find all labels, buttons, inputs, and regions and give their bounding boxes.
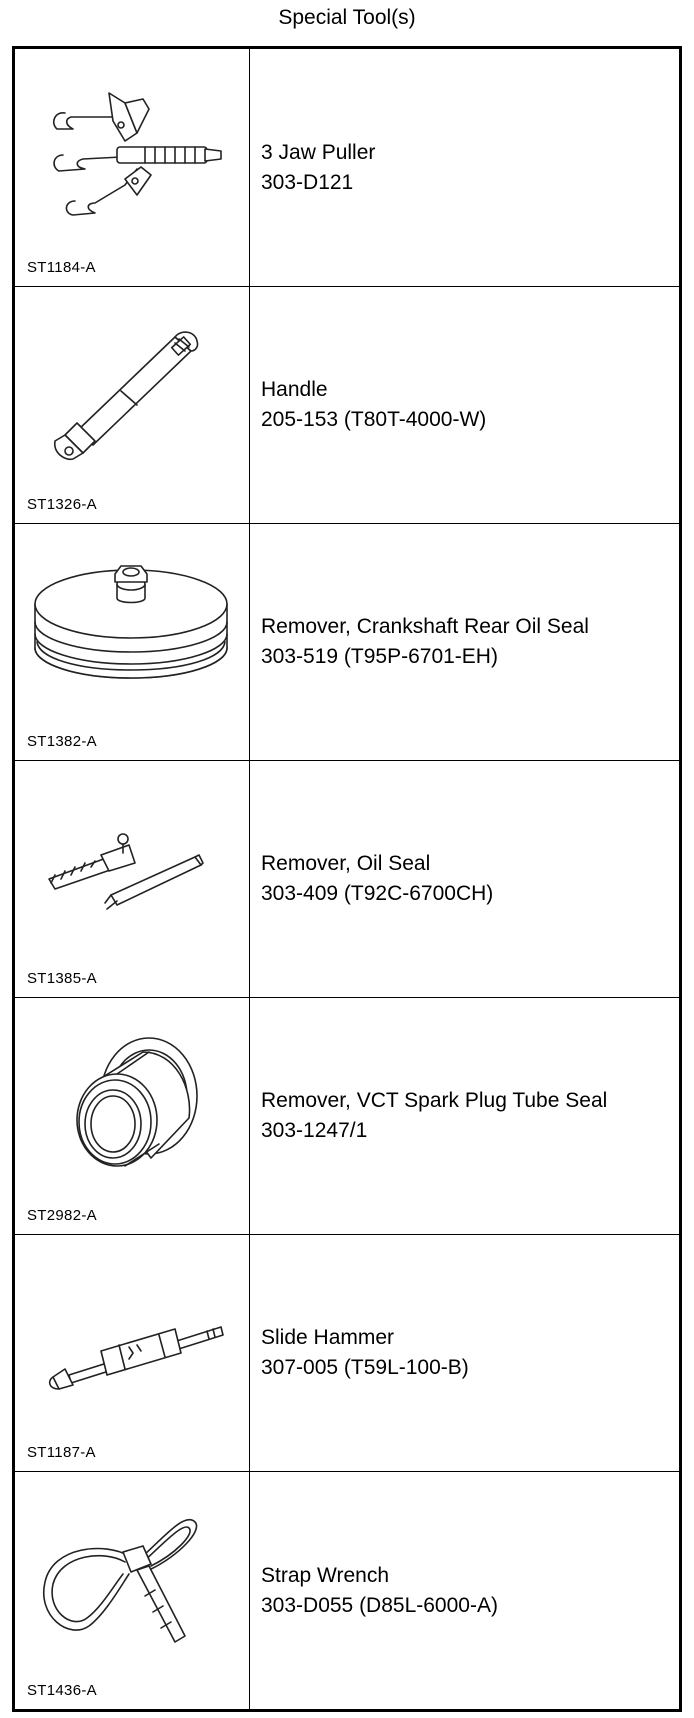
tool-row <box>15 1234 679 1471</box>
tool-row <box>15 760 679 997</box>
tool-name: Remover, Crankshaft Rear Oil Seal <box>261 615 589 638</box>
tool-number: 303-519 (T95P-6701-EH) <box>261 645 498 668</box>
tool-name: Strap Wrench <box>261 1563 389 1587</box>
seal-remover-icon <box>25 538 240 723</box>
tool-code: ST1385-A <box>27 970 97 987</box>
tool-description <box>261 1472 498 1709</box>
tool-code: ST2982-A <box>27 1207 97 1224</box>
tool-number: 303-1247/1 <box>261 1119 368 1142</box>
tool-row <box>15 49 679 286</box>
oil-seal-remover-icon <box>25 775 240 960</box>
tool-illustration-cell <box>15 49 250 286</box>
tool-illustration-cell <box>15 287 250 523</box>
tool-code: ST1382-A <box>27 733 97 750</box>
tool-number: 303-D055 (D85L-6000-A) <box>261 1593 498 1617</box>
jaw-puller-icon <box>25 63 240 248</box>
strap-wrench-icon <box>25 1486 240 1671</box>
tool-code: ST1184-A <box>27 259 96 276</box>
tool-name: Remover, Oil Seal <box>261 852 431 875</box>
tool-description <box>261 49 375 286</box>
tool-row <box>15 997 679 1234</box>
tool-row <box>15 523 679 760</box>
tool-illustration-cell <box>15 524 250 760</box>
tool-code: ST1436-A <box>27 1682 97 1699</box>
tool-description <box>261 761 493 997</box>
tool-illustration-cell <box>15 1472 250 1709</box>
tool-code: ST1326-A <box>27 496 97 513</box>
tool-name: Slide Hammer <box>261 1326 395 1349</box>
tool-name: Remover, VCT Spark Plug Tube Seal <box>261 1089 608 1112</box>
tool-name: Handle <box>261 378 328 401</box>
tool-row <box>15 286 679 523</box>
tube-seal-remover-icon <box>25 1012 240 1197</box>
tool-code: ST1187-A <box>27 1444 96 1461</box>
special-tools-table <box>12 46 682 1712</box>
tool-illustration-cell <box>15 1235 250 1471</box>
page-title: Special Tool(s) <box>278 6 416 29</box>
tool-row <box>15 1471 679 1709</box>
handle-icon <box>25 301 240 486</box>
tool-name: 3 Jaw Puller <box>261 140 376 164</box>
tool-description <box>261 1235 469 1471</box>
tool-number: 205-153 (T80T-4000-W) <box>261 408 487 431</box>
tool-description <box>261 287 486 523</box>
tool-illustration-cell <box>15 761 250 997</box>
tool-description <box>261 524 589 760</box>
slide-hammer-icon <box>25 1249 240 1434</box>
tool-illustration-cell <box>15 998 250 1234</box>
tool-number: 307-005 (T59L-100-B) <box>261 1356 469 1379</box>
tool-number: 303-D121 <box>261 170 354 194</box>
tool-number: 303-409 (T92C-6700CH) <box>261 882 494 905</box>
tool-description <box>261 998 607 1234</box>
